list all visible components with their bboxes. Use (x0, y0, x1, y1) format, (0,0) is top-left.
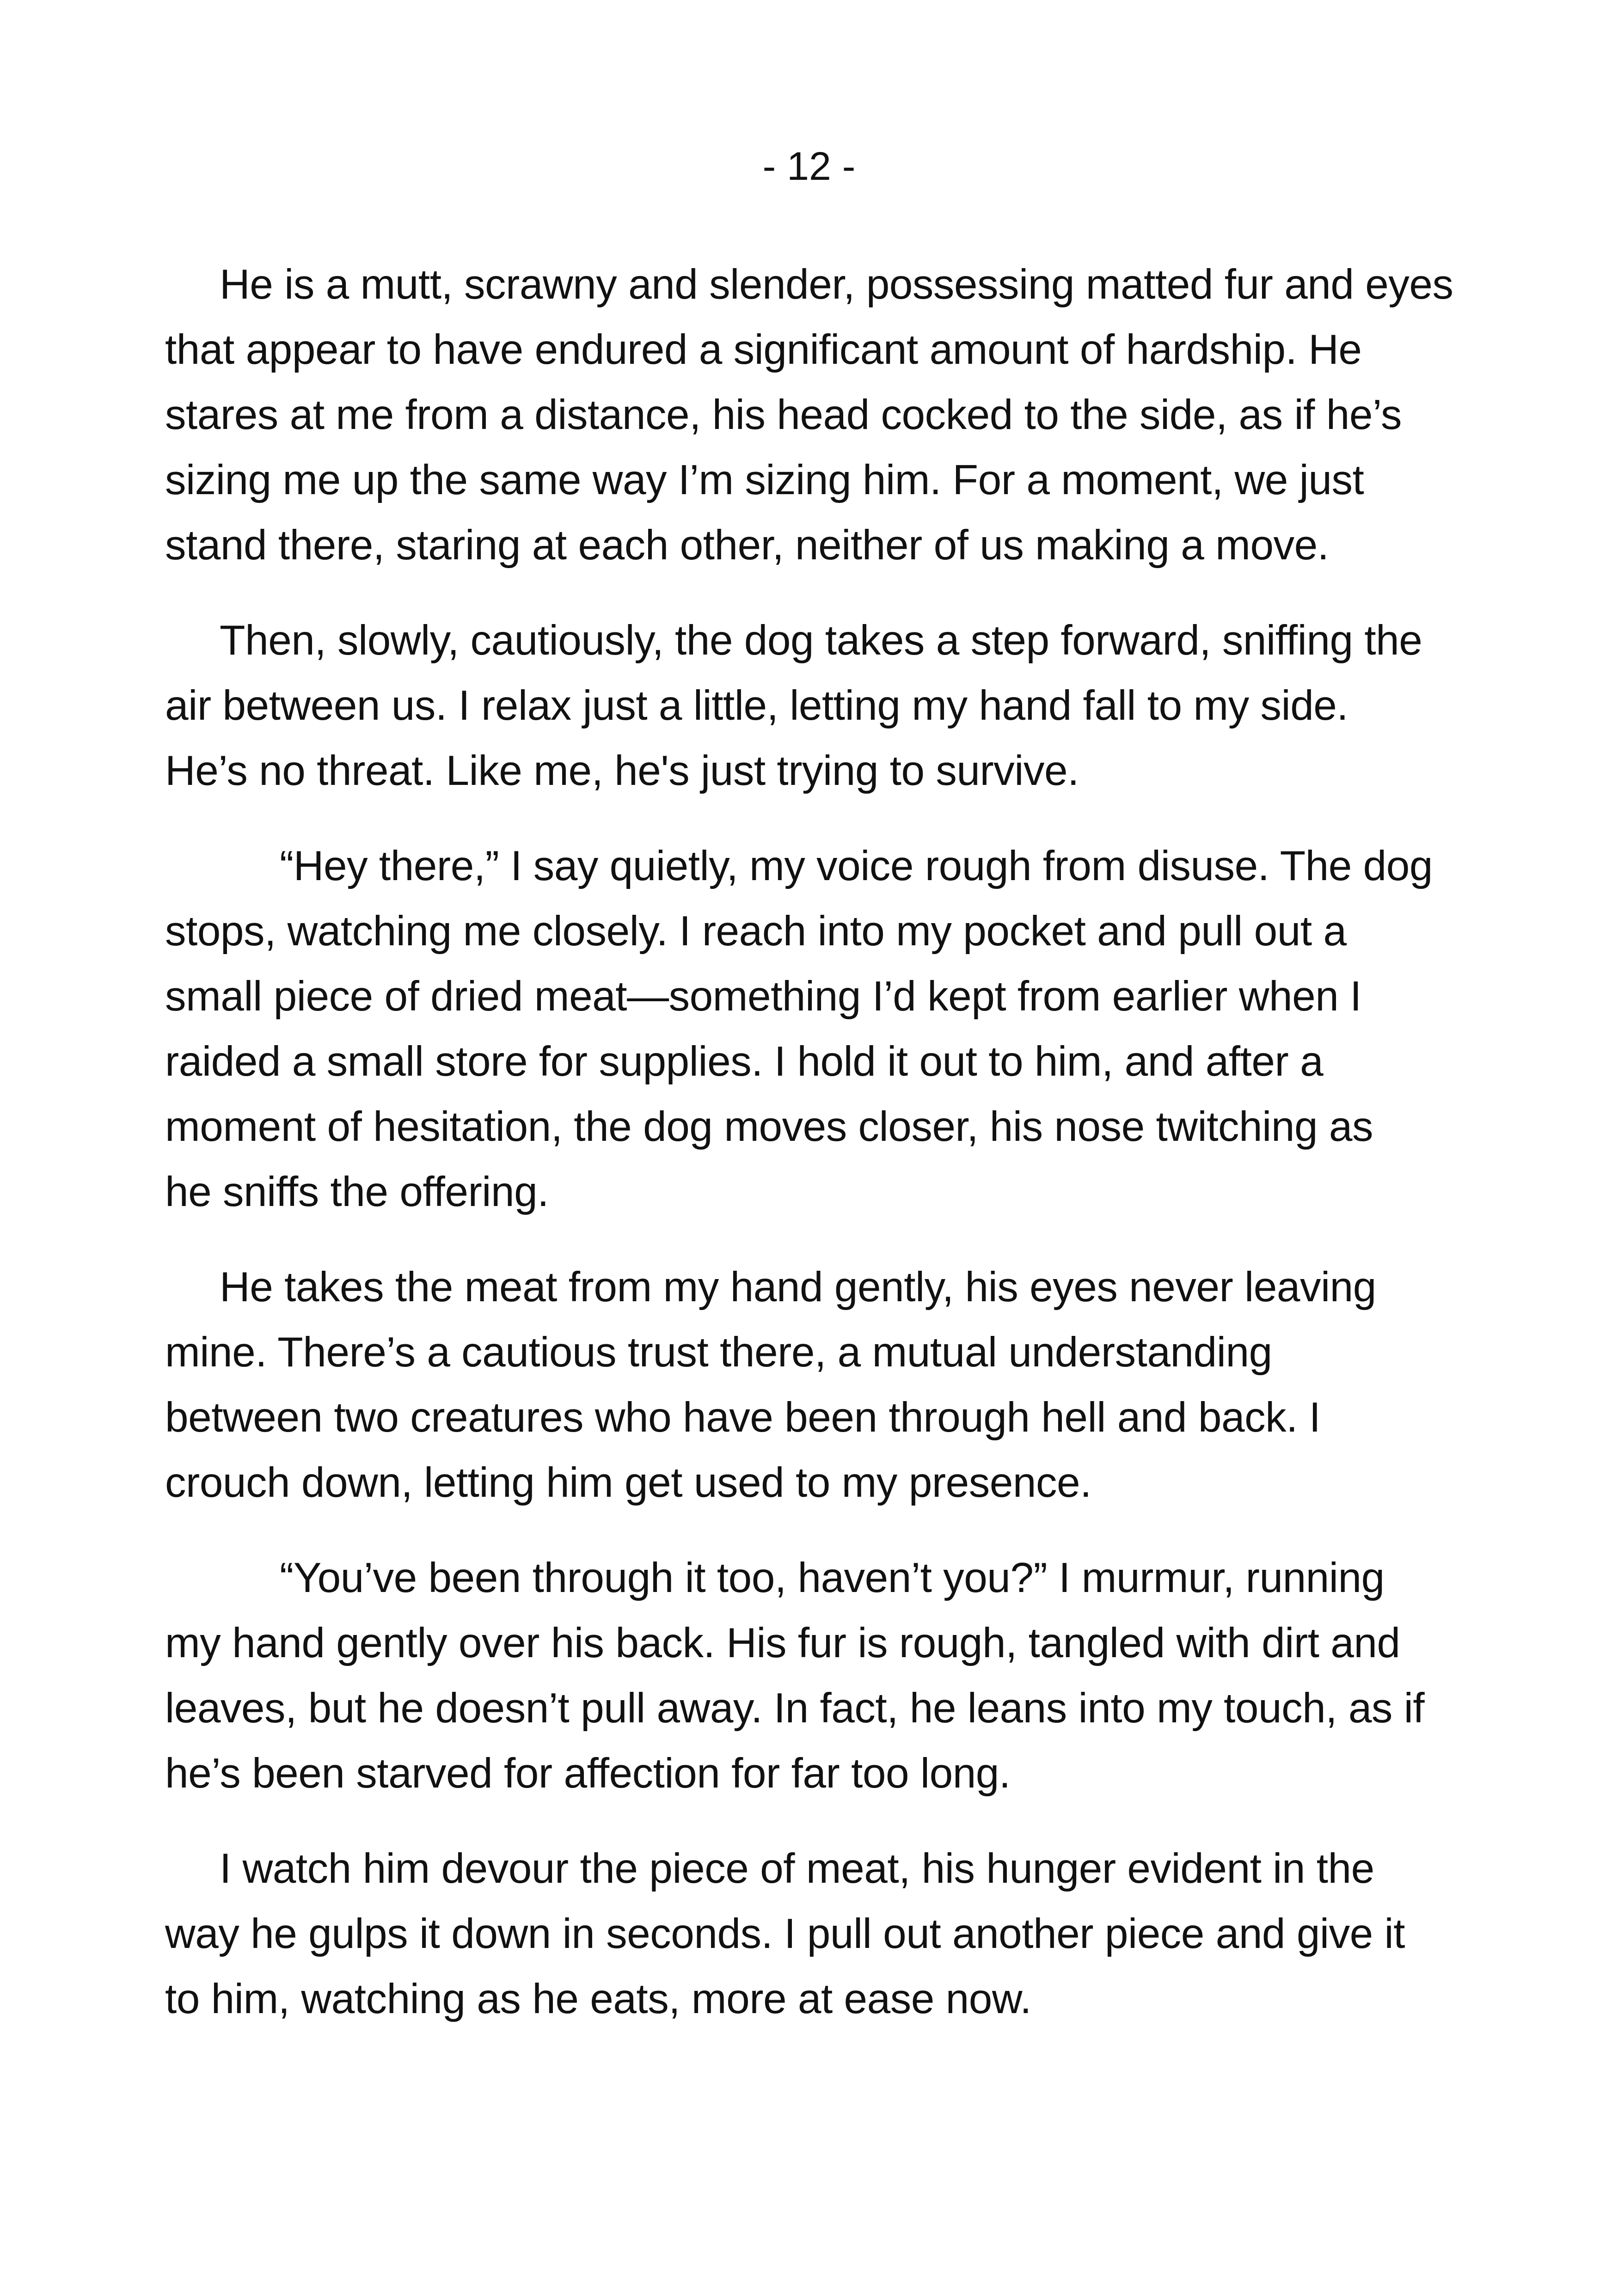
text-line: Then, slowly, cautiously, the dog takes a step forward, sniffing the (220, 617, 1422, 664)
text-line: raided a small store for supplies. I hold it out to him, and after a (165, 1038, 1324, 1085)
text-line: I watch him devour the piece of meat, his hunger evident in the (220, 1845, 1374, 1892)
text-line: to him, watching as he eats, more at ease now. (165, 1976, 1031, 2022)
text-line: stand there, staring at each other, neither of us making a move. (165, 522, 1329, 569)
text-line: he sniffs the offering. (165, 1169, 549, 1215)
text-line: small piece of dried meat—something I’d kept from earlier when I (165, 973, 1361, 1020)
text-line: He takes the meat from my hand gently, his eyes never leaving (220, 1264, 1376, 1310)
page-number: - 12 - (762, 144, 856, 189)
text-line: mine. There’s a cautious trust there, a mutual understanding (165, 1329, 1272, 1376)
text-line: sizing me up the same way I’m sizing him. For a moment, we just (165, 457, 1364, 503)
text-line: He’s no threat. Like me, he's just trying to survive. (165, 747, 1079, 794)
text-line: “Hey there,” I say quietly, my voice rough from disuse. The dog (280, 843, 1433, 889)
paragraph-2 (165, 608, 1473, 803)
text-line: leaves, but he doesn’t pull away. In fact, he leans into my touch, as if (165, 1685, 1425, 1732)
text-line: between two creatures who have been through hell and back. I (165, 1394, 1321, 1441)
body-text (165, 252, 1473, 2062)
paragraph-1 (165, 252, 1473, 578)
text-line: he’s been starved for affection for far too long. (165, 1750, 1011, 1797)
text-line: crouch down, letting him get used to my presence. (165, 1459, 1091, 1506)
text-line: that appear to have endured a significant amount of hardship. He (165, 326, 1362, 373)
text-line: my hand gently over his back. His fur is rough, tangled with dirt and (165, 1620, 1400, 1666)
paragraph-5 (165, 1545, 1473, 1806)
text-line: “You’ve been through it too, haven’t you?” I murmur, running (280, 1555, 1385, 1601)
paragraph-6 (165, 1836, 1473, 2032)
paragraph-3 (165, 833, 1473, 1225)
text-line: moment of hesitation, the dog moves closer, his nose twitching as (165, 1103, 1373, 1150)
text-line: stares at me from a distance, his head cocked to the side, as if he’s (165, 392, 1402, 438)
paragraph-4 (165, 1255, 1473, 1515)
text-line: way he gulps it down in seconds. I pull out another piece and give it (165, 1910, 1405, 1957)
text-line: air between us. I relax just a little, letting my hand fall to my side. (165, 682, 1348, 729)
text-line: He is a mutt, scrawny and slender, possessing matted fur and eyes (220, 261, 1453, 308)
text-line: stops, watching me closely. I reach into my pocket and pull out a (165, 908, 1347, 955)
